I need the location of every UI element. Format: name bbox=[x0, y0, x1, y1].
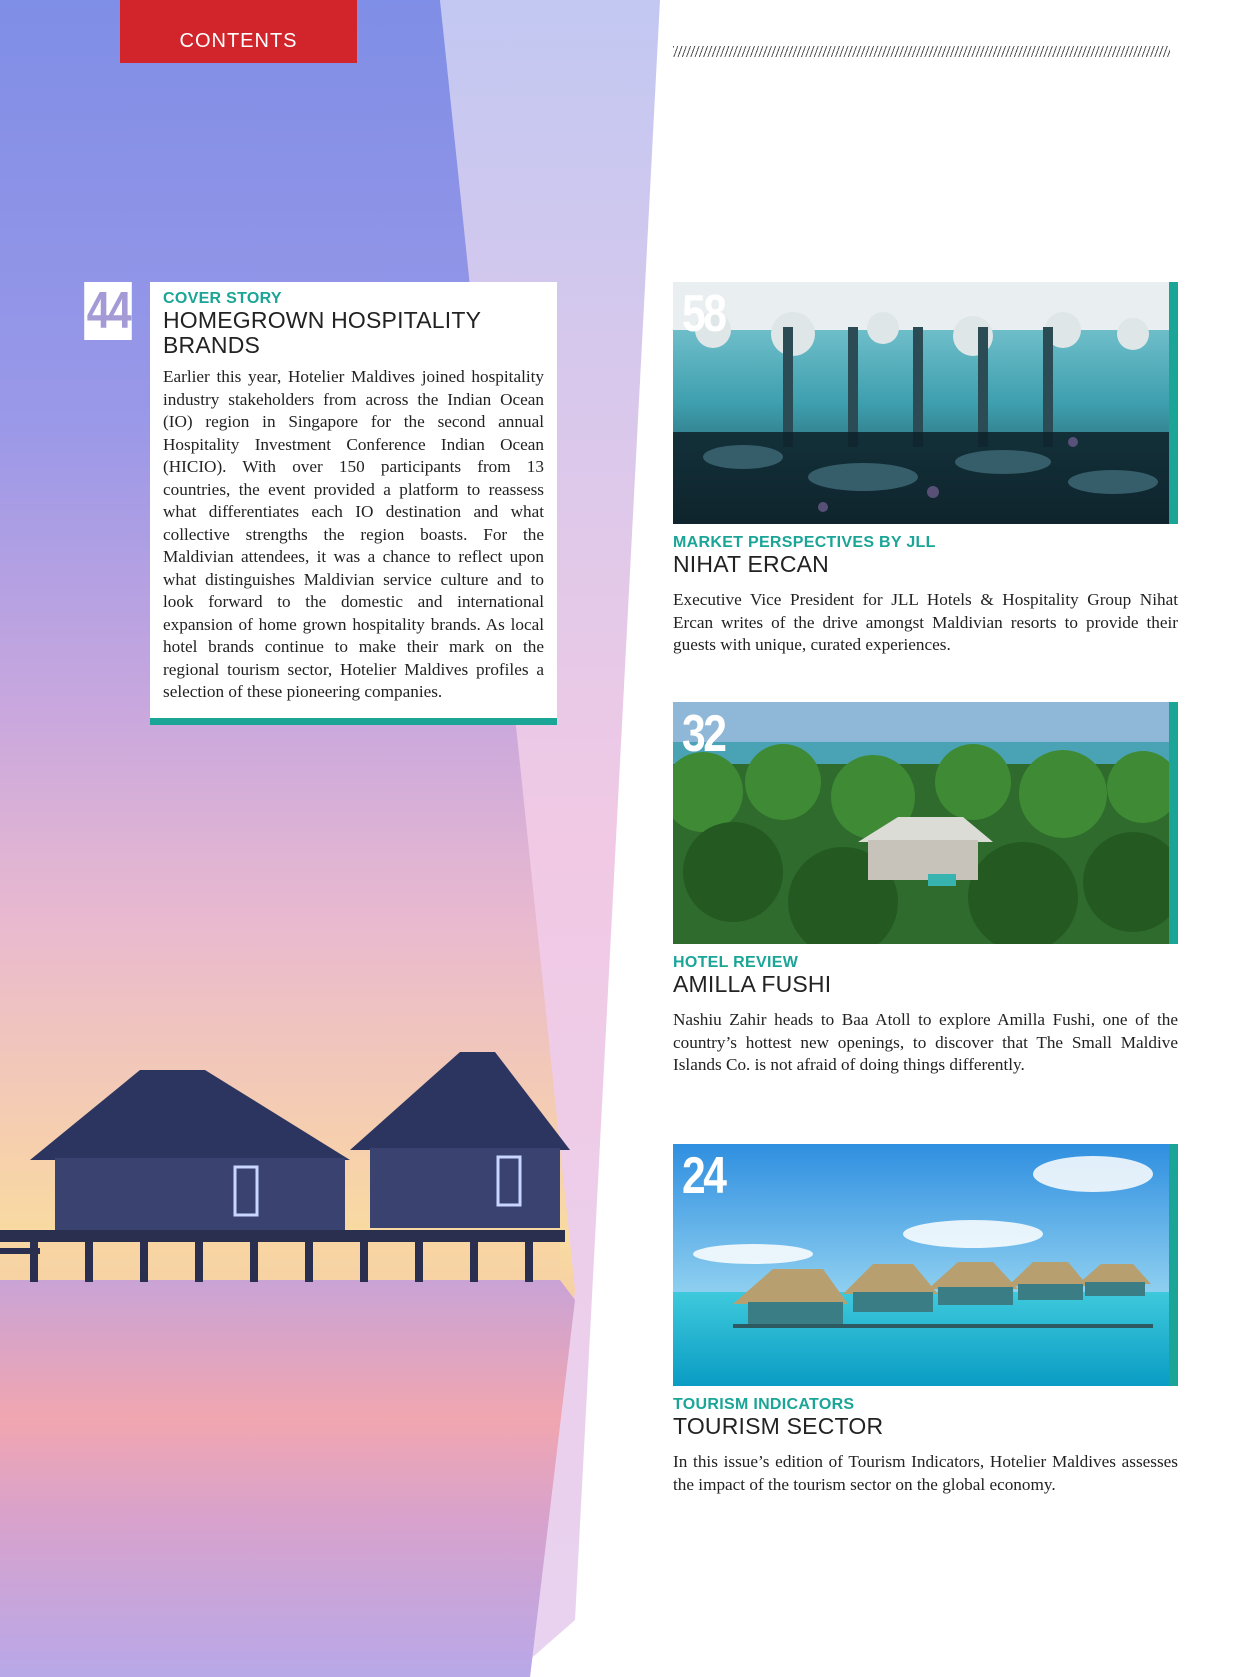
article-photo-island[interactable] bbox=[673, 702, 1178, 944]
article-body: Nashiu Zahir heads to Baa Atoll to explore Amilla Fushi, one of the country’s hottest new openings, to discover that The Small Maldive Islands Co. is not afraid of doing things differently. bbox=[673, 1010, 1178, 1074]
article-photo-restaurant[interactable] bbox=[673, 282, 1178, 524]
cover-story-panel[interactable] bbox=[150, 282, 557, 725]
article-hotel-review[interactable] bbox=[673, 702, 1178, 1077]
cover-story-kicker: COVER STORY bbox=[163, 290, 282, 307]
article-market-perspectives[interactable] bbox=[673, 282, 1178, 657]
article-kicker: HOTEL REVIEW bbox=[673, 954, 799, 971]
jungle-villa-image bbox=[673, 702, 1169, 944]
article-kicker: TOURISM INDICATORS bbox=[673, 1396, 855, 1413]
article-page-number: 32 bbox=[682, 705, 725, 763]
article-title[interactable]: TOURISM SECTOR bbox=[673, 1413, 884, 1439]
article-body: In this issue’s edition of Tourism Indicators, Hotelier Maldives assesses the impact of the tourism sector on the global economy. bbox=[673, 1452, 1178, 1494]
article-kicker: MARKET PERSPECTIVES BY JLL bbox=[673, 534, 936, 551]
cover-story-title[interactable]: HOMEGROWN HOSPITALITY BRANDS bbox=[163, 307, 481, 358]
article-tourism-indicators[interactable] bbox=[673, 1144, 1178, 1496]
article-title[interactable]: NIHAT ERCAN bbox=[673, 551, 829, 577]
article-body: Executive Vice President for JLL Hotels & Hospitality Group Nihat Ercan writes of the drive amongst Maldivian resorts to provide their guests with unique, curated experiences. bbox=[673, 590, 1178, 654]
article-title[interactable]: AMILLA FUSHI bbox=[673, 971, 832, 997]
cover-story-page-number[interactable]: 44 bbox=[84, 282, 132, 340]
article-page-number: 24 bbox=[682, 1147, 725, 1205]
article-page-number: 58 bbox=[682, 285, 725, 343]
underwater-restaurant-image bbox=[673, 282, 1169, 524]
decorative-hatch-divider bbox=[673, 46, 1170, 57]
cover-story-body: Earlier this year, Hotelier Maldives joined hospitality industry stakeholders from across the Indian Ocean (IO) region in Singapore for the second annual Hospitality Investment Conference Indian Ocean (HICIO). With over 150 participants from 13 countries, the event provided a platform to reassess what differentiates each IO destination and what collective strengths the region boasts. For the Maldivian attendees, it was a chance to reflect upon what distinguishes Maldivian service culture and to look forward to the domestic and international expansion of home grown hospitality brands. As local hotel brands continue to make their mark on the regional tourism sector, Hotelier Maldives profiles a selection of these pioneering companies. bbox=[163, 367, 544, 701]
contents-tab[interactable]: CONTENTS bbox=[120, 0, 357, 63]
article-photo-overwater[interactable] bbox=[673, 1144, 1178, 1386]
overwater-bungalows-image bbox=[673, 1144, 1169, 1386]
